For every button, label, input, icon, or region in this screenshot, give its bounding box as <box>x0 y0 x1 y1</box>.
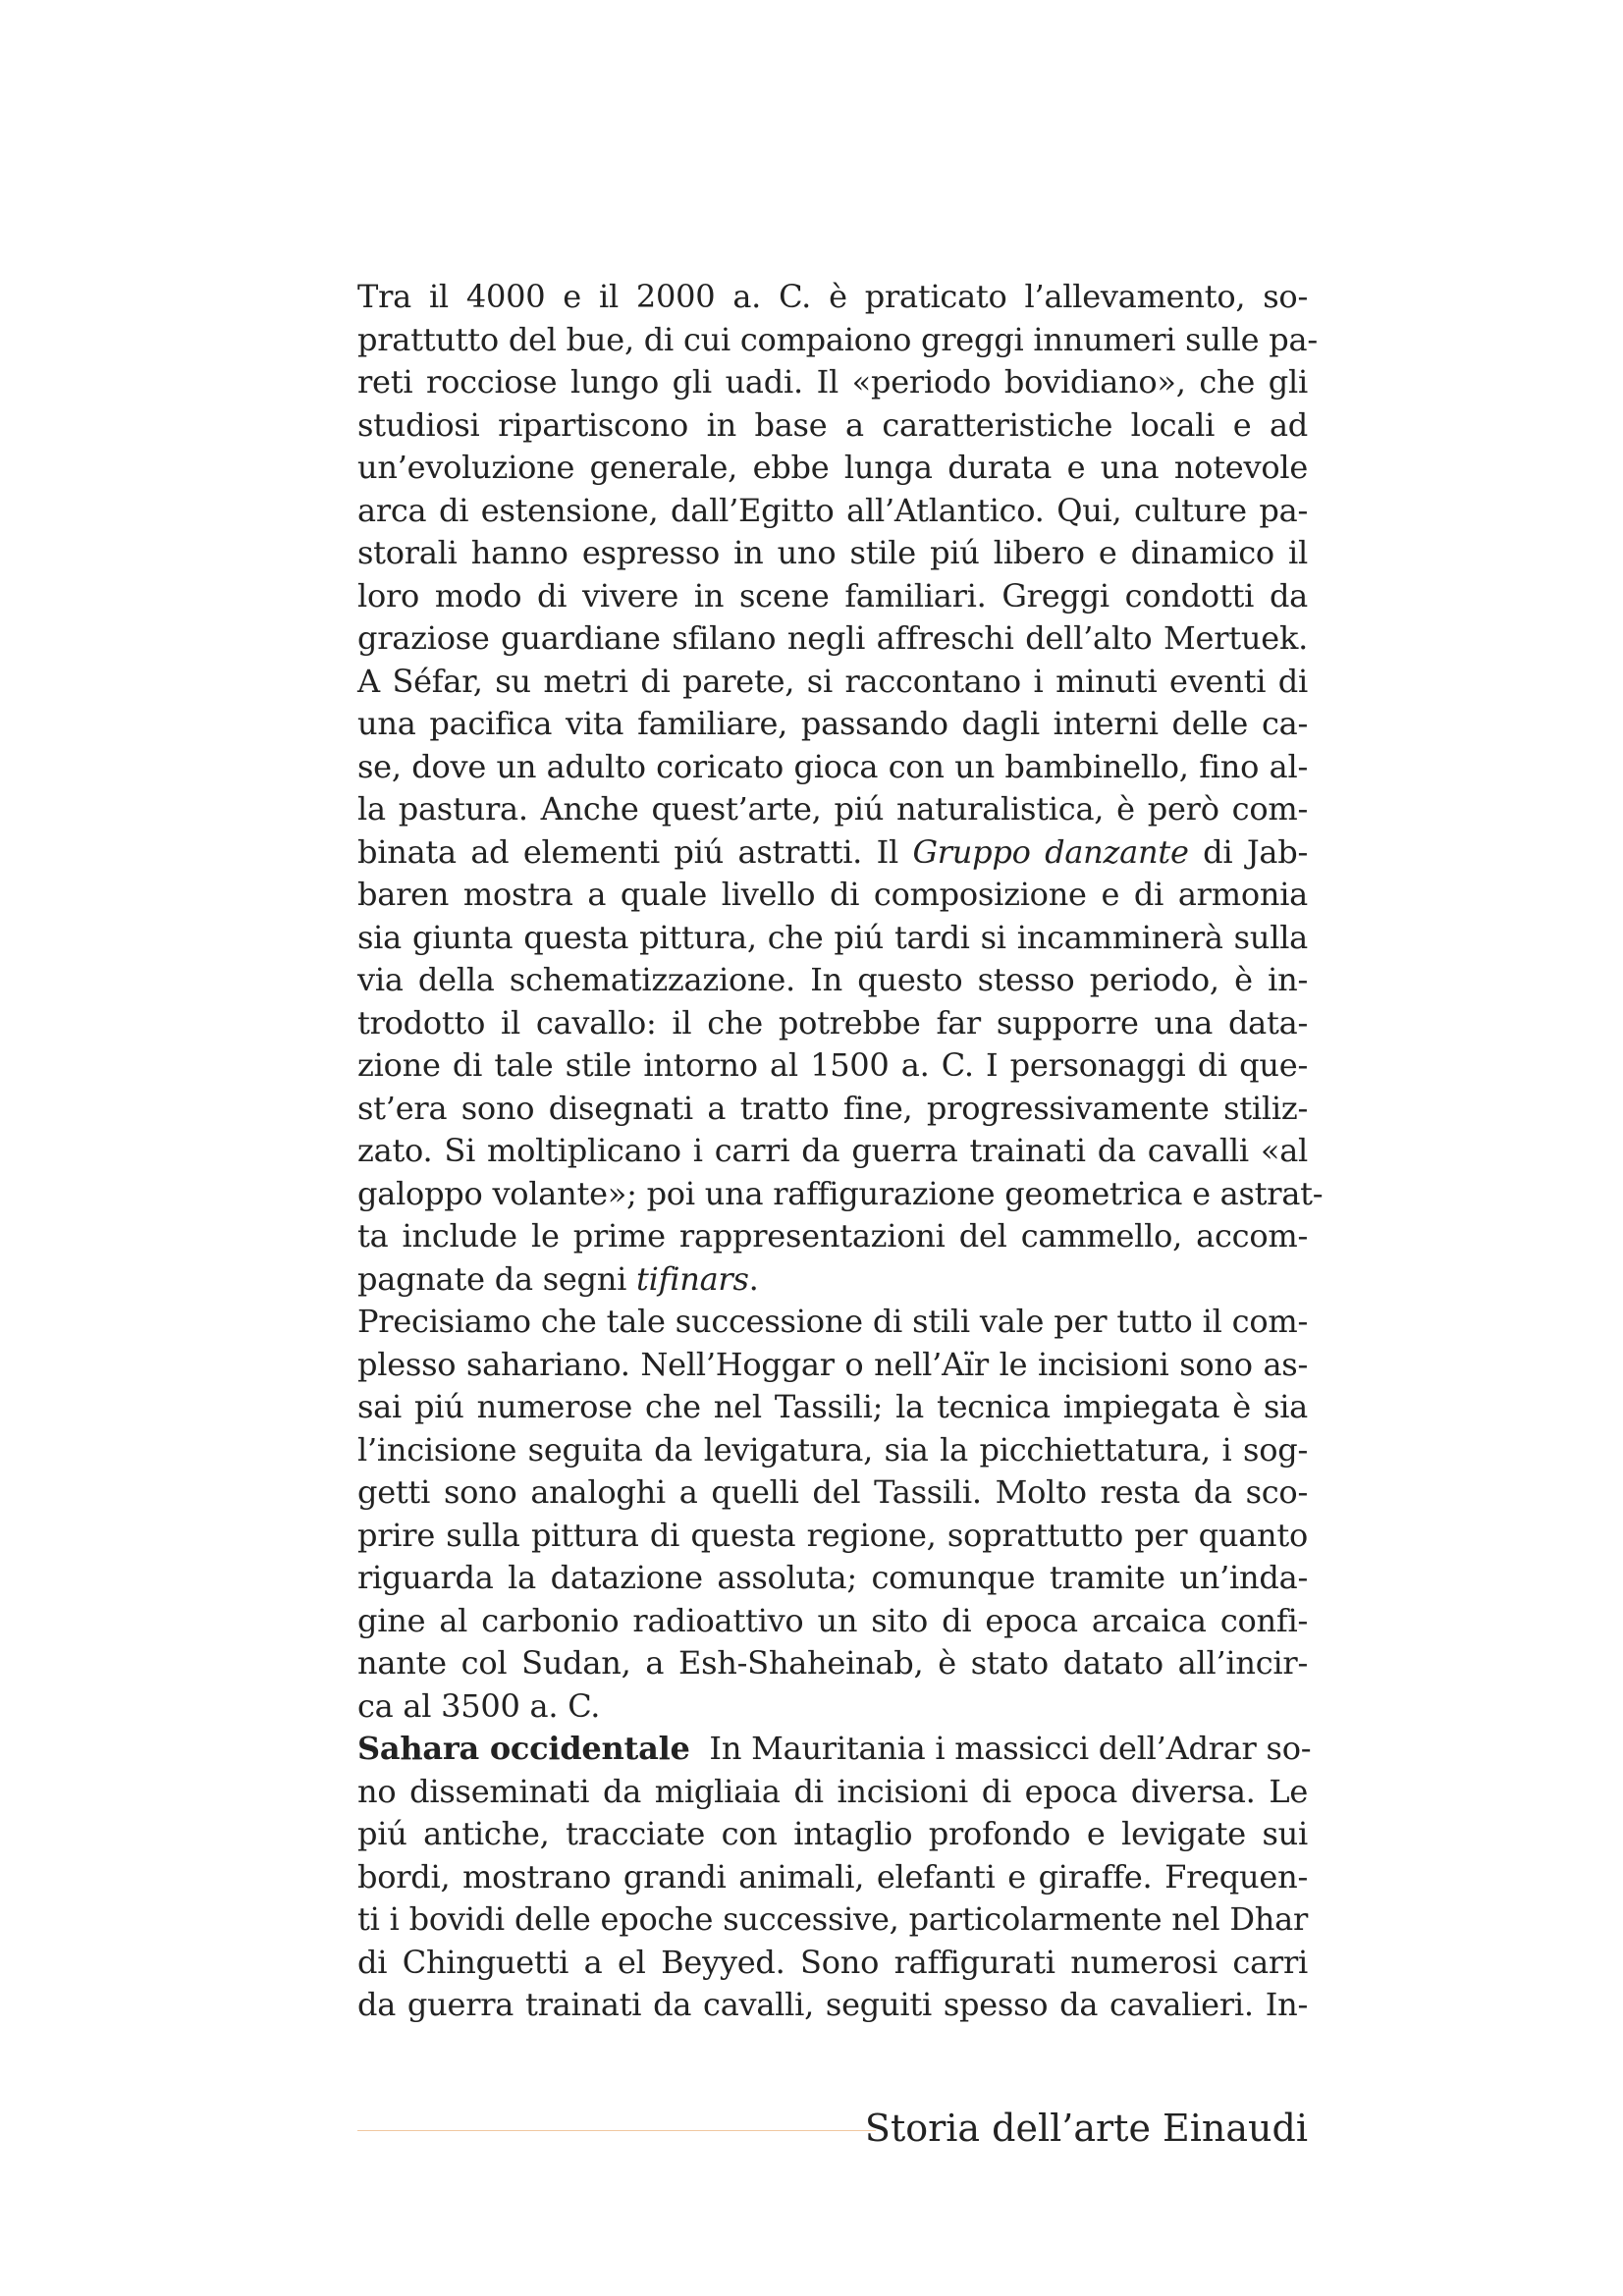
text-line: arca di estensione, dall’Egitto all’Atlantico. Qui, culture pa- <box>357 491 1308 529</box>
text-line: riguarda la datazione assoluta; comunque tramite un’inda- <box>357 1559 1308 1596</box>
text-line <box>357 831 1308 875</box>
text-line: getti sono analoghi a quelli del Tassili. Molto resta da sco- <box>357 1473 1308 1511</box>
text-line: nante col Sudan, a Esh-Shaheinab, è stato datato all’incir- <box>357 1644 1308 1682</box>
artwork-title: Gruppo danzante <box>912 832 1189 871</box>
text-line: Precisiamo che tale successione di stili vale per tutto il com- <box>357 1303 1308 1340</box>
text-line: graziose guardiane sfilano negli affreschi dell’alto Mertuek. <box>357 619 1308 657</box>
text-line: A Séfar, su metri di parete, si raccontano i minuti eventi di <box>357 662 1308 700</box>
text-line <box>357 1258 1308 1302</box>
text-line: l’incisione seguita da levigatura, sia la picchiettatura, i sog- <box>357 1430 1308 1468</box>
text-run: binata ad elementi piú astratti. Il <box>357 832 913 871</box>
text-line: reti rocciose lungo gli uadi. Il «periodo bovidiano», che gli <box>357 363 1308 400</box>
text-line: st’era sono disegnati a tratto fine, progressivamente stiliz- <box>357 1089 1308 1127</box>
text-line: Tra il 4000 e il 2000 a. C. è praticato l’allevamento, so- <box>357 278 1308 315</box>
text-line: ti i bovidi delle epoche successive, particolarmente nel Dhar <box>357 1900 1308 1938</box>
footer-title: Storia dell’arte Einaudi <box>864 2107 1308 2150</box>
text-line: bordi, mostrano grandi animali, elefanti e giraffe. Frequen- <box>357 1857 1308 1896</box>
text-run: In Mauritania i massicci dell’Adrar so- <box>689 1730 1312 1767</box>
text-line: no disseminati da migliaia di incisioni di epoca diversa. Le <box>357 1772 1308 1810</box>
text-line: la pastura. Anche quest’arte, piú naturalistica, è però com- <box>357 790 1308 828</box>
text-line: di Chinguetti a el Beyyed. Sono raffigurati numerosi carri <box>357 1943 1308 1981</box>
text-line: ca al 3500 a. C. <box>357 1686 601 1725</box>
text-line: da guerra trainati da cavalli, seguiti spesso da cavalieri. In- <box>357 1986 1308 2023</box>
text-line: sia giunta questa pittura, che piú tardi si incamminerà sulla <box>357 918 1308 956</box>
text-line: trodotto il cavallo: il che potrebbe far supporre una data- <box>357 1003 1308 1041</box>
text-line: prattutto del bue, di cui compaiono greggi innumeri sulle pa- <box>357 320 1318 358</box>
text-run: . <box>748 1259 759 1298</box>
text-line: studiosi ripartiscono in base a caratteristiche locali e ad <box>357 405 1308 444</box>
text-run: di Jab- <box>1188 832 1309 871</box>
text-line: zione di tale stile intorno al 1500 a. C. I personaggi di que- <box>357 1046 1308 1084</box>
text-line: via della schematizzazione. In questo stesso periodo, è in- <box>357 961 1308 998</box>
footer-rule <box>357 2130 876 2131</box>
text-line: piú antiche, tracciate con intaglio profondo e levigate sui <box>357 1815 1308 1852</box>
text-line: storali hanno espresso in uno stile piú libero e dinamico il <box>357 534 1308 571</box>
italic-term: tifinars <box>636 1259 749 1298</box>
text-line: gine al carbonio radioattivo un sito di epoca arcaica confi- <box>357 1601 1308 1639</box>
text-line: plesso sahariano. Nell’Hoggar o nell’Aïr le incisioni sono as- <box>357 1345 1308 1383</box>
text-line: prire sulla pittura di questa regione, soprattutto per quanto <box>357 1516 1308 1554</box>
body-text <box>357 276 1324 2027</box>
text-line: sai piú numerose che nel Tassili; la tecnica impiegata è sia <box>357 1388 1308 1425</box>
text-line <box>357 1728 1312 1771</box>
section-heading: Sahara occidentale <box>357 1730 690 1767</box>
text-line: galoppo volante»; poi una raffigurazione geometrica e astrat- <box>357 1174 1324 1212</box>
text-line: una pacifica vita familiare, passando dagli interni delle ca- <box>357 705 1308 742</box>
text-run: pagnate da segni <box>357 1259 637 1298</box>
text-line: loro modo di vivere in scene familiari. Greggi condotti da <box>357 576 1308 614</box>
text-line: zato. Si moltiplicano i carri da guerra trainati da cavalli «al <box>357 1132 1308 1169</box>
text-line: baren mostra a quale livello di composizione e di armonia <box>357 876 1308 913</box>
text-line: un’evoluzione generale, ebbe lunga durata e una notevole <box>357 449 1308 486</box>
text-line: ta include le prime rappresentazioni del cammello, accom- <box>357 1217 1308 1255</box>
text-line: se, dove un adulto coricato gioca con un bambinello, fino al- <box>357 747 1308 785</box>
